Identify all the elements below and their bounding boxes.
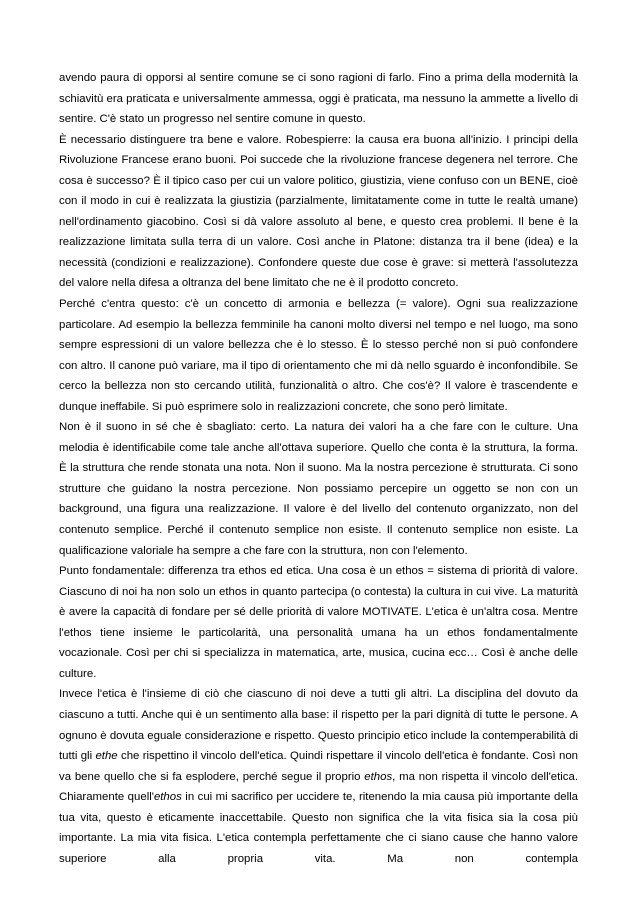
paragraph-ethics-text-4: in cui mi sacrifico per uccidere te, ritenendo la mia causa più importante della tua vita, questo è eticamente inaccettabile. Questo non significa che la vita fisica sia la cosa più importante. La mia vita fisica. L'etica contempla perfettamente che ci siano cause che hanno valore superiore alla propria vita. Ma non contempla — [59, 791, 579, 865]
paragraph-slavery-text: avendo paura di opporsi al sentire comune se ci sono ragioni di farlo. Fino a prima della modernità la schiavitù era praticata e universalmente ammessa, oggi è praticata, ma nessuno la ammette a livello di sentire. C'è stato un progresso nel sentire comune in questo. — [59, 72, 578, 126]
paragraph-good-and-value — [59, 130, 578, 294]
paragraph-beauty — [59, 294, 578, 417]
document-page — [59, 68, 578, 869]
paragraph-ethics-text-2: che rispettino il vincolo dell'etica. Quindi rispettare il vincolo dell'etica è fondante. Così non va bene quello che si fa esplodere, perché segue il proprio — [59, 750, 578, 783]
paragraph-structure-text: Non è il suono in sé che è sbagliato: certo. La natura dei valori ha a che fare con le culture. Una melodia è identificabile come tale anche all'ottava superiore. Quello che conta è la struttura, la forma. È la struttura che rende stonata una nota. Non il suono. Ma la nostra percezione è strutturata. Ci sono strutture che guidano la nostra percezione. Non possiamo percepire un oggetto se non con un background, una figura una realizzazione. Il valore è del livello del contenuto organizzato, non del contenuto semplice. Perché il contenuto semplice non esiste. Il contenuto semplice non esiste. La qualificazione valoriale ha sempre a che fare con la struttura, non con l'elemento. — [59, 421, 578, 557]
paragraph-ethics-italic-ethe: ethe — [95, 750, 118, 763]
paragraph-beauty-text: Perché c'entra questo: c'è un concetto di armonia e bellezza (= valore). Ogni sua realizzazione particolare. Ad esempio la bellezza femminile ha canoni molto diversi nel tempo e nel luogo, ma sono sempre espressioni di un valore bellezza che è lo stesso. È lo stesso perché non si può confondere con altro. Il canone può variare, ma il tipo di orientamento che mi dà nello sguardo è inconfondibile. Se cerco la bellezza non sto cercando utilità, funzionalità o altro. Che cos'è? Il valore è trascendente e dunque ineffabile. Si può esprimere solo in realizzazioni concrete, che sono però limitate. — [59, 298, 578, 413]
paragraph-ethics-definition — [59, 684, 578, 869]
paragraph-good-and-value-text: È necessario distinguere tra bene e valore. Robespierre: la causa era buona all'inizio. I principi della Rivoluzione Francese erano buoni. Poi succede che la rivoluzione francese degenera nel terrore. Che cosa è successo? È il tipico caso per cui un valore politico, giustizia, viene confuso con un BENE, cioè con il modo in cui è realizzata la giustizia (parzialmente, limitatamente come in tutte le realtà umane) nell'ordinamento giacobino. Così si dà valore assoluto al bene, e questo crea problemi. Il bene è la realizzazione limitata sulla terra di un valore. Così anche in Platone: distanza tra il bene (idea) e la necessità (condizioni e realizzazione). Confondere queste due cose è grave: si metterà l'assolutezza del valore nella difesa a oltranza del bene limitato che ne è il prodotto concreto. — [59, 133, 578, 290]
paragraph-ethics-italic-ethos-1: ethos — [364, 770, 393, 783]
paragraph-ethics-text-3: , ma non rispetta il vincolo dell'etica. Chiaramente quell' — [59, 770, 578, 804]
paragraph-structure — [59, 417, 578, 561]
paragraph-ethics-text-1: Invece l'etica è l'insieme di ciò che ciascuno di noi deve a tutti gli altri. La disciplina del dovuto da ciascuno a tutti. Anche qui è un sentimento alla base: il rispetto per la pari dignità di tutte le persone. A ognuno è dovuta eguale considerazione e rispetto. Questo principio etico include la contemperabilità di tutti gli — [59, 688, 578, 763]
paragraph-ethos-vs-ethics-text: Punto fondamentale: differenza tra ethos ed etica. Una cosa è un ethos = sistema di priorità di valore. Ciascuno di noi ha non solo un ethos in quanto partecipa (o contesta) la cultura in cui vive. La maturità è avere la capacità di fondare per sé delle priorità di valore MOTIVATE. L'etica è un'altra cosa. Mentre l'ethos tiene insieme le particolarità, una personalità umana ha un ethos fondamentalmente vocazionale. Così per chi si specializza in matematica, arte, musica, cucina ecc… Così è anche delle culture. — [59, 565, 578, 680]
paragraph-ethos-vs-ethics — [59, 561, 578, 684]
paragraph-ethics-italic-ethos-2: ethos — [153, 791, 182, 804]
paragraph-slavery — [59, 68, 578, 130]
